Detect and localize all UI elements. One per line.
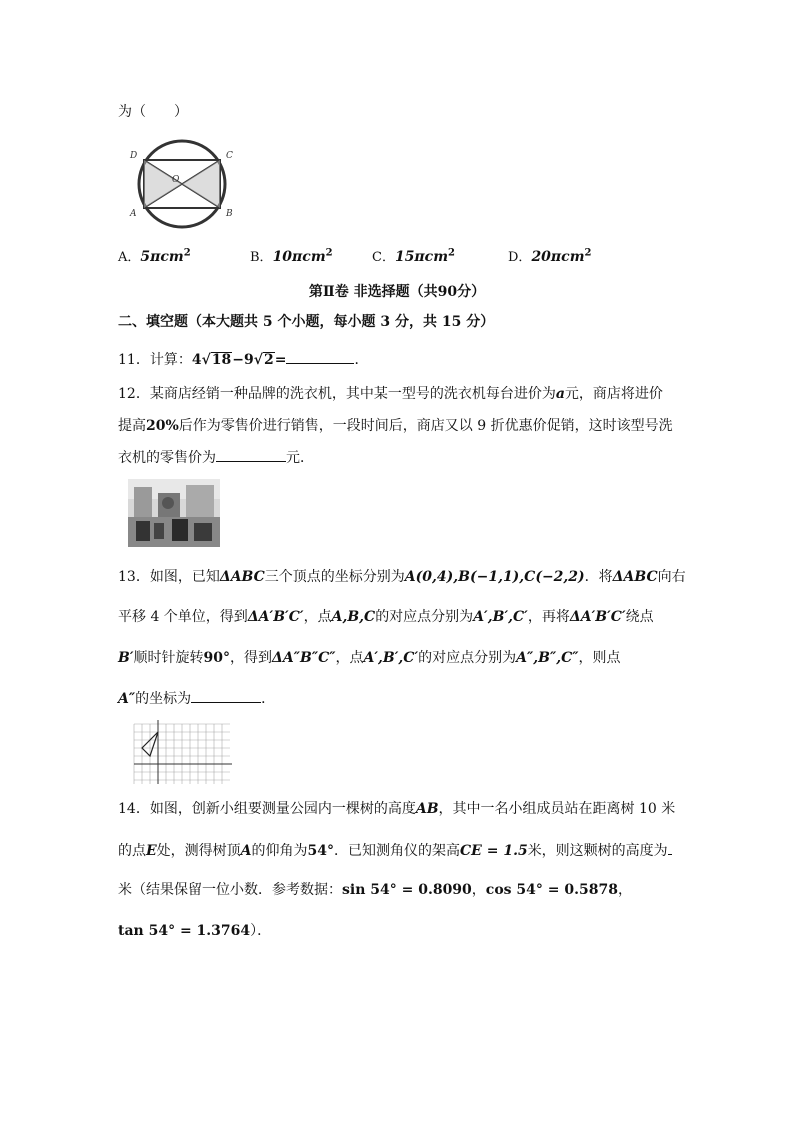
q13-line-3: B′顺时针旋转90°，得到ΔA″B″C″，点A′,B′,C′的对应点分别为A″,B″,C″，则点 <box>118 650 621 666</box>
q10-tail: 为（ ） <box>118 104 188 120</box>
q13-grid-figure <box>130 718 234 788</box>
figure-label-o: O <box>172 175 180 185</box>
q12-photo <box>128 479 220 547</box>
q12-line-2: 提高20%后作为零售价进行销售，一段时间后，商店又以 9 折优惠价促销，这时该型号洗 <box>118 418 673 434</box>
q14-line-2: 的点E处，测得树顶A的仰角为54°．已知测角仪的架高CE = 1.5米，则这颗树的高度为 <box>118 840 672 861</box>
q12-line-1: 12．某商店经销一种品牌的洗衣机，其中某一型号的洗衣机每台进价为a元，商店将进价 <box>118 386 663 402</box>
figure-label-d: D <box>130 151 138 161</box>
section-heading: 二、填空题（本大题共 5 个小题，每小题 3 分，共 15 分） <box>118 314 495 330</box>
choice-a: A．5πcm$^2$ <box>118 247 191 265</box>
figure-shaded-right <box>182 160 220 208</box>
choice-d: D．20πcm$^2$ <box>508 247 592 265</box>
choice-c: C．15πcm$^2$ <box>372 247 455 265</box>
choice-b: B．10πcm$^2$ <box>250 247 333 265</box>
section-title: 第Ⅱ卷 非选择题（共90分） <box>308 284 486 300</box>
q12-answer-blank[interactable] <box>216 447 286 462</box>
figure-label-a: A <box>130 209 137 219</box>
figure-label-b: B <box>226 209 233 219</box>
q14-line-3: 米（结果保留一位小数．参考数据：sin 54° = 0.8090，cos 54° = 0.5878， <box>118 882 632 898</box>
q11-answer-blank[interactable] <box>286 349 354 364</box>
q13-answer-blank[interactable] <box>191 688 261 703</box>
q12-line-3: 衣机的零售价为 元． <box>118 447 314 468</box>
q14-answer-blank[interactable] <box>668 840 672 855</box>
q11: 11．计算：4√18−9√2= ． <box>118 349 368 370</box>
q14-line-1: 14．如图，创新小组要测量公园内一棵树的高度AB，其中一名小组成员站在距离树 10 米 <box>118 801 676 817</box>
q13-line-1: 13．如图，已知ΔABC三个顶点的坐标分别为A(0,4),B(−1,1),C(−2,2)．将ΔABC向右 <box>118 569 686 585</box>
q14-line-4: tan 54° = 1.3764）． <box>118 923 272 939</box>
q10-figure <box>122 138 242 238</box>
figure-label-c: C <box>226 151 233 161</box>
q13-line-4: A″的坐标为 ． <box>118 688 275 709</box>
q13-line-2: 平移 4 个单位，得到ΔA′B′C′，点A,B,C的对应点分别为A′,B′,C′，再将ΔA′B′C′绕点 <box>118 609 654 625</box>
